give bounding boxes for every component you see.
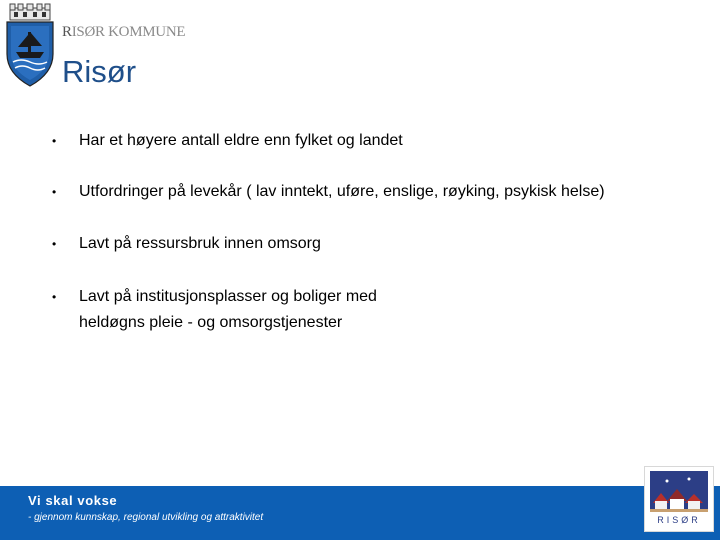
town-logo-text: RISØR (657, 515, 701, 525)
bullet-text-line2: heldøgns pleie - og omsorgstjenester (79, 314, 343, 331)
footer-bar (0, 486, 720, 540)
bullet-marker: • (52, 185, 57, 199)
town-logo-icon (645, 467, 713, 531)
bullet-text: Lavt på ressursbruk innen omsorg (79, 235, 321, 252)
bullet-text: Har et høyere antall eldre enn fylket og landet (79, 132, 403, 149)
bullet-marker: • (52, 134, 57, 148)
municipality-name: RISØR KOMMUNE (62, 24, 186, 40)
bullet-marker: • (52, 290, 57, 304)
bullet-text-line1: Lavt på institusjonsplasser og boliger med (79, 288, 377, 305)
coat-of-arms-icon (4, 2, 56, 88)
bullet-marker: • (52, 237, 57, 251)
footer-motto: Vi skal vokse (28, 493, 118, 508)
footer-tagline: - gjennom kunnskap, regional utvikling og attraktivitet (28, 512, 264, 523)
bullet-text: Utfordringer på levekår ( lav inntekt, uføre, enslige, røyking, psykisk helse) (79, 183, 605, 200)
town-logo (644, 466, 714, 532)
page-title: Risør (62, 54, 137, 89)
